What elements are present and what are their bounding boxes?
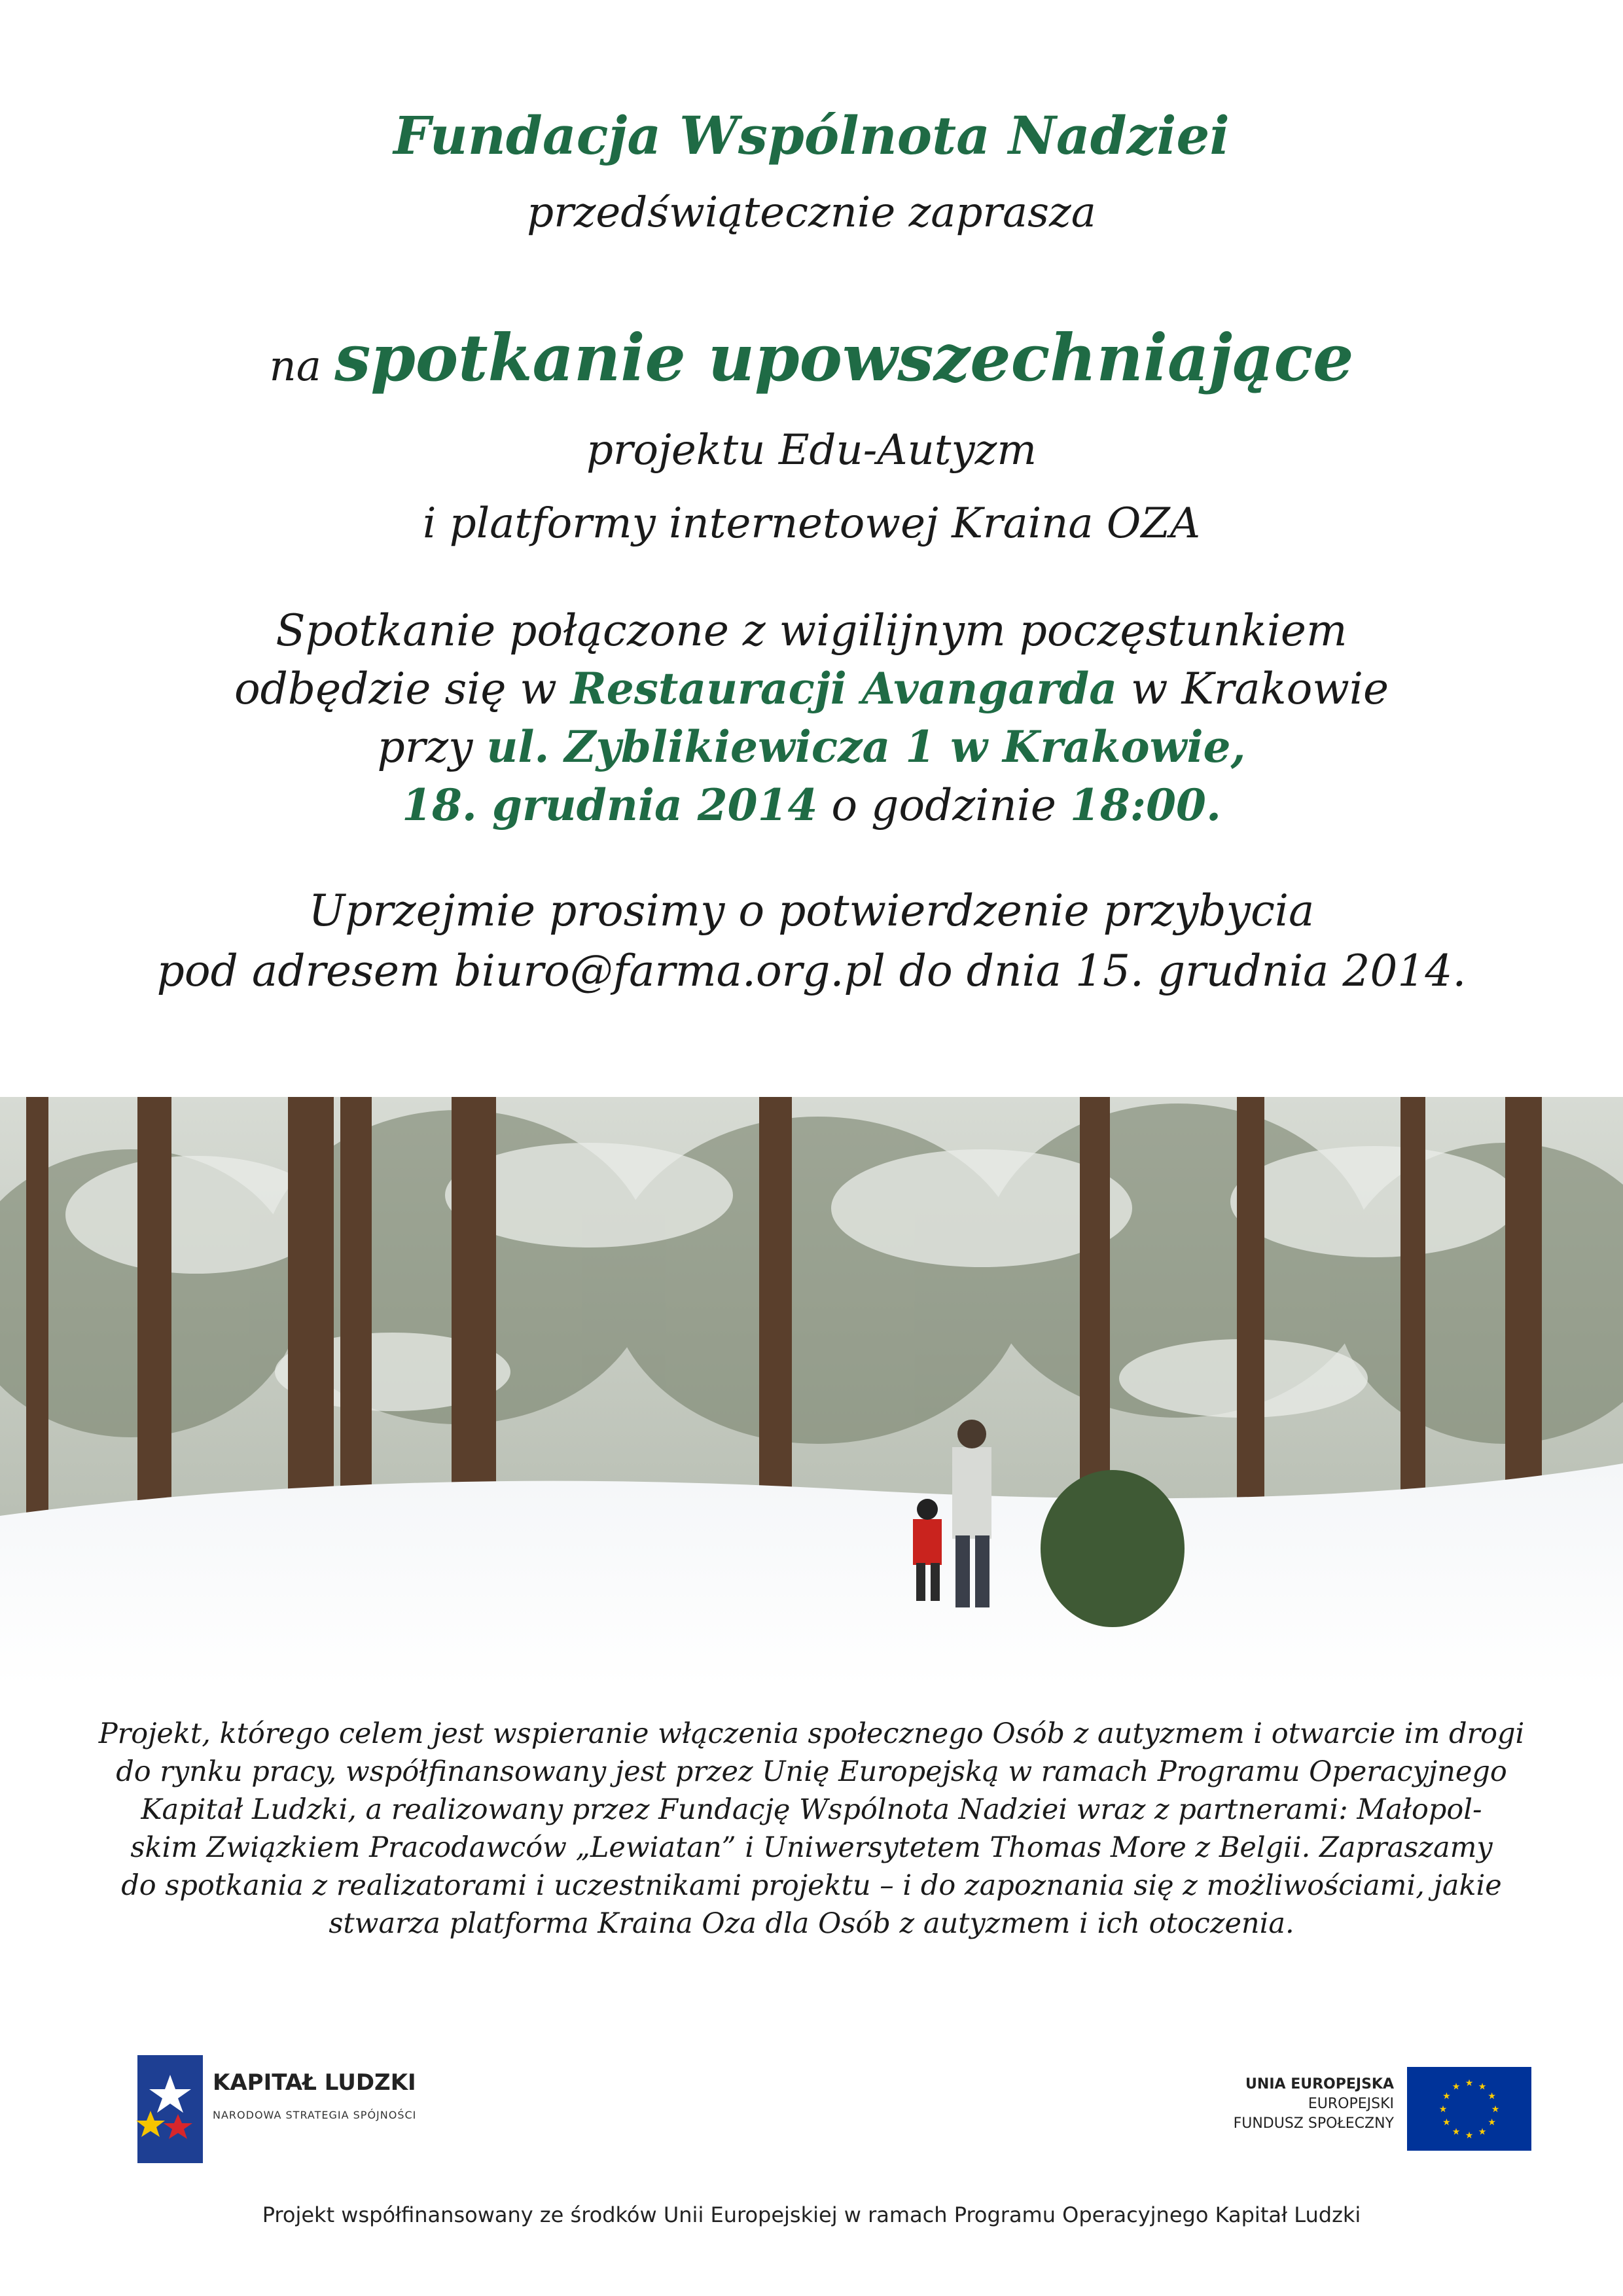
description-line-1: Projekt, którego celem jest wspieranie włączenia społecznego Osób z autyzmem i otwarcie im drogi [98, 1717, 1525, 1750]
eu-star-icon: ★ [1442, 2117, 1451, 2128]
eu-star-icon: ★ [1465, 2078, 1474, 2089]
details-line-4 [0, 776, 1623, 834]
kapital-ludzki-emblem-icon [131, 2049, 209, 2166]
kapital-ludzki-logo [131, 2049, 471, 2166]
eu-star-icon: ★ [1478, 2126, 1487, 2138]
project-line-2: i platformy internetowej Kraina OZA [422, 499, 1201, 548]
eu-star-icon: ★ [1488, 2117, 1496, 2128]
details-line-2-post: w Krakowie [1117, 664, 1389, 714]
details-line-1: Spotkanie połączone z wigilijnym poczęstunkiem [276, 605, 1347, 656]
rsvp-block [0, 881, 1623, 1001]
description-line-4: skim Związkiem Pracodawców „Lewiatan” i Uniwersytetem Thomas More z Belgii. Zapraszamy [130, 1831, 1493, 1864]
kapital-ludzki-subtitle: NARODOWA STRATEGIA SPÓJNOŚCI [213, 2109, 417, 2121]
details-line-2-pre: odbędzie się w [234, 664, 571, 714]
details-line-4-mid: o godzinie [817, 780, 1070, 831]
description-line-5: do spotkania z realizatorami i uczestnikami projektu – i do zapoznania się z możliwościami, jakie [121, 1869, 1502, 1902]
snowy-forest-photo [0, 1097, 1623, 1686]
rsvp-line-1: Uprzejmie prosimy o potwierdzenie przybycia [308, 886, 1315, 936]
venue-address: ul. Zyblikiewicza 1 w Krakowie, [486, 721, 1246, 772]
invites-line: przedświątecznie zaprasza [527, 188, 1096, 237]
eu-star-icon: ★ [1478, 2081, 1487, 2092]
eu-star-icon: ★ [1438, 2104, 1448, 2115]
project-lines [0, 414, 1623, 560]
footer-note: Projekt współfinansowany ze środków Unii Europejskiej w ramach Programu Operacyjnego Kapitał Ludzki [262, 2202, 1361, 2227]
description-line-6: stwarza platforma Kraina Oza dla Osób z autyzmem i ich otoczenia. [329, 1907, 1294, 1940]
kapital-ludzki-title: KAPITAŁ LUDZKI [213, 2070, 416, 2096]
venue-name: Restauracji Avangarda [570, 663, 1118, 714]
eu-star-icon: ★ [1488, 2091, 1496, 2102]
eu-logo [1178, 2062, 1531, 2153]
description-line-2: do rynku pracy, współfinansowany jest przez Unię Europejską w ramach Programu Operacyjnego [116, 1755, 1507, 1788]
eu-star-icon: ★ [1491, 2104, 1500, 2115]
eu-star-icon: ★ [1452, 2126, 1461, 2138]
project-description [59, 1715, 1564, 1943]
eu-star-icon: ★ [1442, 2091, 1451, 2102]
eu-line-3: FUNDUSZ SPOŁECZNY [1233, 2115, 1394, 2132]
project-line-1: projektu Edu-Autyzm [586, 426, 1037, 475]
event-time: 18:00. [1069, 780, 1221, 831]
meeting-prefix: na [269, 342, 335, 391]
details-line-3 [0, 718, 1623, 776]
eu-line-2: EUROPEJSKI [1308, 2096, 1394, 2112]
details-line-2 [0, 660, 1623, 718]
organization-name: Fundacja Wspólnota Nadziei [393, 105, 1230, 166]
eu-flag-icon [1407, 2067, 1531, 2151]
description-line-3: Kapitał Ludzki, a realizowany przez Fundację Wspólnota Nadziei wraz z partnerami: Małopol- [141, 1793, 1482, 1826]
details-line-3-pre: przy [377, 722, 487, 772]
eu-line-1: UNIA EUROPEJSKA [1245, 2076, 1394, 2092]
eu-star-icon: ★ [1452, 2081, 1461, 2092]
event-date: 18. grudnia 2014 [402, 780, 818, 831]
event-details [0, 602, 1623, 834]
eu-logo-text [1234, 2075, 1394, 2134]
meeting-heading [0, 321, 1623, 396]
rsvp-line-2: pod adresem biuro@farma.org.pl do dnia 15. grudnia 2014. [156, 946, 1467, 996]
eu-star-icon: ★ [1465, 2130, 1474, 2141]
meeting-title: spotkanie upowszechniające [334, 321, 1354, 396]
